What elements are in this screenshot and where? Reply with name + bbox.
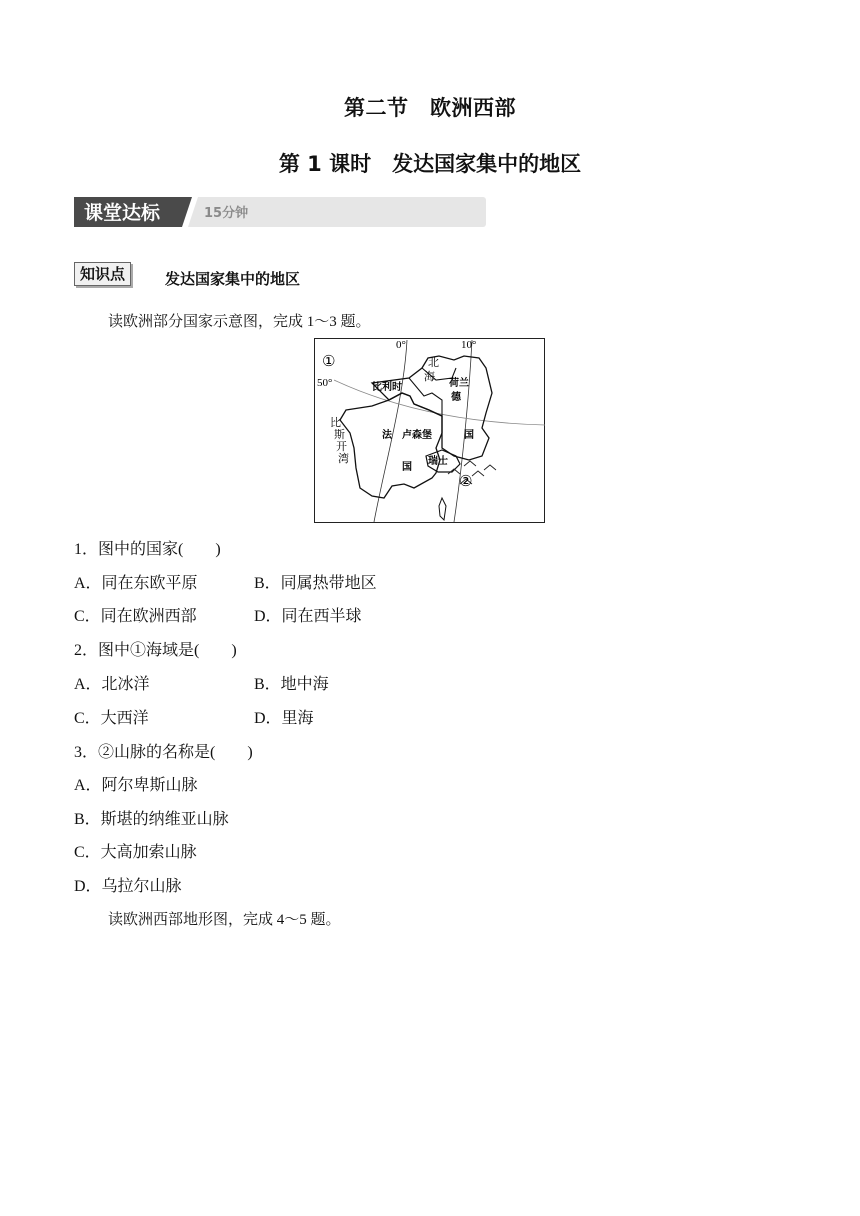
q2-option-c: C．大西洋: [74, 710, 149, 727]
circle-1-label: ①: [322, 352, 336, 370]
circle-2-label: ②: [459, 472, 473, 490]
q3-option-a: A．阿尔卑斯山脉: [74, 777, 198, 794]
intro-text-2: 读欧洲西部地形图，完成 4～5 题。: [108, 912, 341, 928]
germany-guo-label: 国: [464, 430, 474, 441]
svg-text:海: 海: [424, 370, 435, 383]
section-title: 第二节 欧洲西部: [344, 96, 516, 120]
knowledge-badge: 知识点: [74, 262, 131, 286]
france-fa-label: 法: [382, 430, 392, 441]
germany-de-label: 德: [451, 392, 461, 403]
france-guo-label: 国: [402, 462, 412, 473]
knowledge-title: 发达国家集中的地区: [165, 270, 301, 288]
switzerland-label: 瑞士: [428, 456, 448, 467]
banner-label: 课堂达标: [84, 202, 161, 224]
lat-50-label: 50°: [317, 377, 333, 389]
lon-0-label: 0°: [396, 339, 406, 351]
q1-option-d: D．同在西半球: [254, 608, 362, 625]
question-1-stem: 1．图中的国家( ): [74, 541, 221, 558]
banner-time: 15分钟: [204, 206, 249, 221]
question-3-stem: 3．②山脉的名称是( ): [74, 744, 253, 761]
classroom-banner: [74, 197, 486, 227]
q3-option-b: B．斯堪的纳维亚山脉: [74, 811, 229, 828]
luxembourg-label: 卢森堡: [402, 430, 432, 441]
q1-option-b: B．同属热带地区: [254, 575, 377, 592]
q2-option-d: D．里海: [254, 710, 314, 727]
intro-text-1: 读欧洲部分国家示意图，完成 1～3 题。: [108, 314, 371, 330]
svg-text:比: 比: [330, 416, 341, 429]
belgium-label: 比利时: [372, 382, 402, 393]
lon-10-label: 10°: [461, 339, 477, 351]
q2-option-a: A．北冰洋: [74, 676, 150, 693]
q3-option-d: D．乌拉尔山脉: [74, 878, 182, 895]
question-2-stem: 2．图中①海域是( ): [74, 642, 237, 659]
q1-option-c: C．同在欧洲西部: [74, 608, 197, 625]
q2-option-b: B．地中海: [254, 676, 329, 693]
svg-text:北: 北: [428, 356, 439, 369]
svg-text:湾: 湾: [338, 452, 349, 465]
svg-text:斯: 斯: [334, 428, 345, 441]
europe-map: [314, 338, 545, 523]
q1-option-a: A．同在东欧平原: [74, 575, 198, 592]
netherlands-label: 荷兰: [449, 378, 469, 389]
lesson-title: 第 1 课时 发达国家集中的地区: [278, 152, 582, 176]
svg-text:开: 开: [336, 440, 347, 453]
q3-option-c: C．大高加索山脉: [74, 844, 197, 861]
